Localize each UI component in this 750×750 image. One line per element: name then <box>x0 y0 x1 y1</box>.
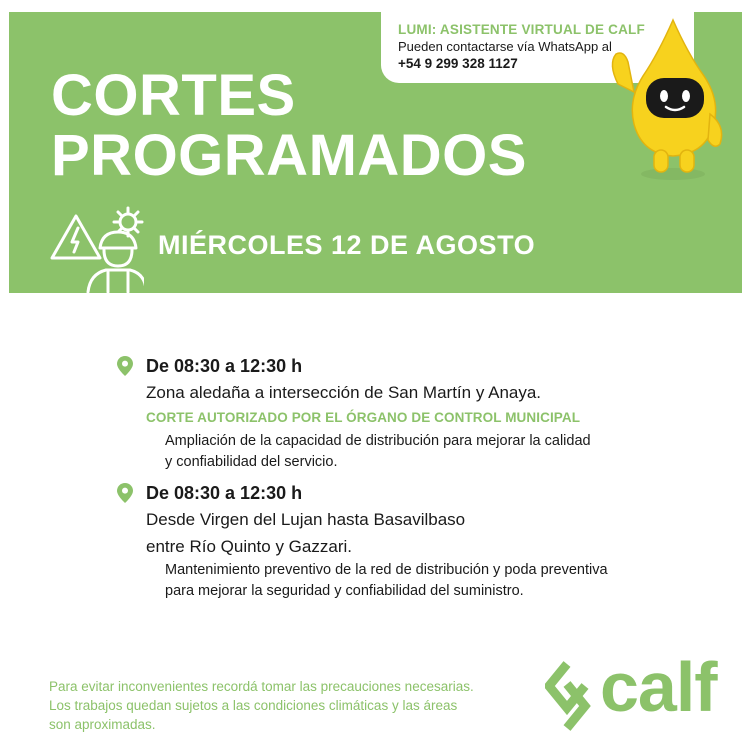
lumi-mascot <box>598 14 740 184</box>
location-pin-icon <box>117 483 133 503</box>
footer-note-line-3: son aproximadas. <box>49 717 156 732</box>
cut-1-authorization: CORTE AUTORIZADO POR EL ÓRGANO DE CONTROL MUNICIPAL <box>146 410 581 425</box>
cut-1-detail <box>165 431 591 473</box>
location-pin-icon <box>117 356 133 376</box>
lumi-title: LUMI: ASISTENTE VIRTUAL DE CALF <box>398 22 645 37</box>
cut-1-zone: Zona aledaña a intersección de San Martín y Anaya. <box>146 383 542 402</box>
cut-date: MIÉRCOLES 12 DE AGOSTO <box>158 230 536 260</box>
lumi-phone-number[interactable]: +54 9 299 328 1127 <box>398 56 518 71</box>
footer-note-line-2: Los trabajos quedan sujetos a las condiciones climáticas y las áreas <box>49 698 458 713</box>
title-line-1: CORTES <box>51 63 296 128</box>
lumi-contact-line: Pueden contactarse vía WhatsApp al <box>398 39 612 54</box>
footer-note <box>49 677 474 734</box>
cut-2-detail-line-2: para mejorar la seguridad y confiabilidad del suministro. <box>165 583 524 599</box>
cut-1-detail-line-2: y confiabilidad del servicio. <box>165 454 338 470</box>
calf-logo-text: calf <box>600 648 717 726</box>
cut-2-detail-line-1: Mantenimiento preventivo de la red de distribución y poda preventiva <box>165 562 608 578</box>
cut-2-time: De 08:30 a 12:30 h <box>146 483 303 503</box>
worker-warning-icon <box>48 204 144 294</box>
footer-note-line-1: Para evitar inconvenientes recordá tomar las precauciones necesarias. <box>49 679 474 694</box>
cut-2-zone-line-2: entre Río Quinto y Gazzari. <box>146 537 352 556</box>
cut-1-time: De 08:30 a 12:30 h <box>146 356 303 376</box>
cut-2-detail <box>165 560 608 602</box>
cut-2-zone-line-1: Desde Virgen del Lujan hasta Basavilbaso <box>146 510 466 529</box>
cut-1-detail-line-1: Ampliación de la capacidad de distribución para mejorar la calidad <box>165 433 591 449</box>
title-line-2: PROGRAMADOS <box>51 123 527 188</box>
